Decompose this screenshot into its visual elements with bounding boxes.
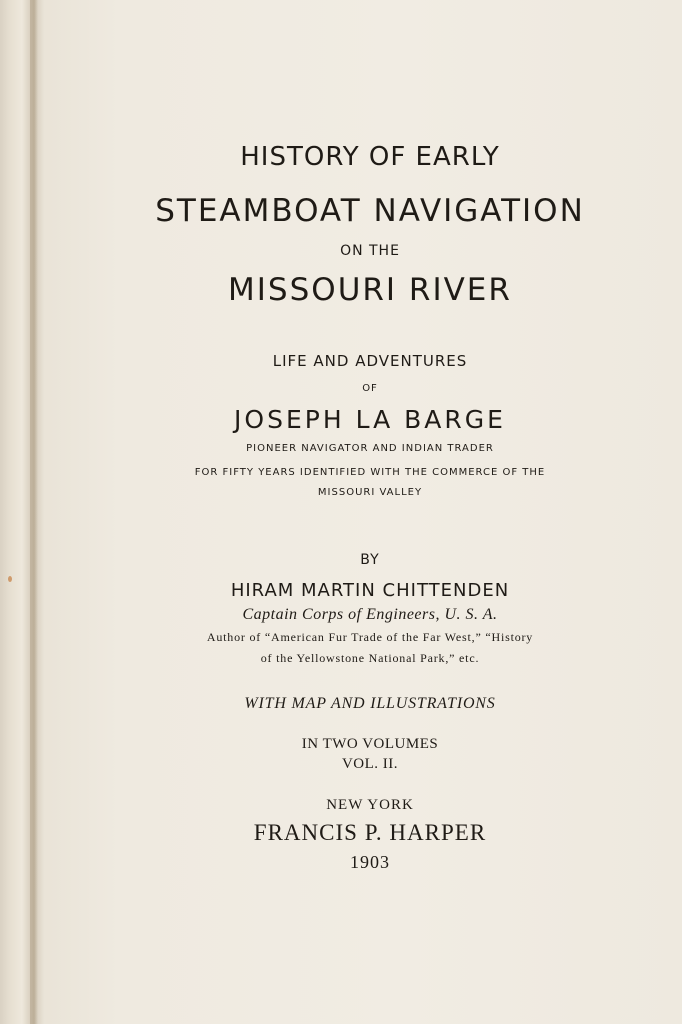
subtitle-line-2: OF [362, 383, 378, 394]
by-label: BY [360, 552, 380, 568]
title-line-1: HISTORY OF EARLY [240, 142, 500, 172]
author-name: HIRAM MARTIN CHITTENDEN [230, 580, 510, 601]
publisher-name: FRANCIS P. HARPER [253, 820, 487, 845]
publication-city: NEW YORK [326, 797, 414, 813]
subject-name: JOSEPH LA BARGE [234, 405, 506, 434]
title-line-4: MISSOURI RIVER [228, 272, 512, 308]
publication-year: 1903 [350, 852, 390, 872]
volume-number: VOL. II. [341, 756, 399, 772]
volume-count: IN TWO VOLUMES [301, 736, 439, 752]
subject-description-3: MISSOURI VALLEY [317, 487, 423, 498]
subject-description-2: FOR FIFTY YEARS IDENTIFIED WITH THE COMMERCE OF THE [194, 467, 546, 478]
foxing-spot [8, 576, 12, 582]
title-line-3: ON THE [340, 243, 400, 259]
subtitle-line-1: LIFE AND ADVENTURES [272, 352, 468, 370]
author-works-line-2: of the Yellowstone National Park,” etc. [260, 651, 480, 665]
subject-description-1: PIONEER NAVIGATOR AND INDIAN TRADER [246, 443, 494, 454]
illustrations-note: WITH MAP AND ILLUSTRATIONS [244, 695, 496, 712]
title-line-2: STEAMBOAT NAVIGATION [155, 193, 585, 229]
author-works-line-1: Author of “American Fur Trade of the Far West,” “History [206, 630, 534, 644]
author-rank: Captain Corps of Engineers, U. S. A. [242, 606, 498, 623]
